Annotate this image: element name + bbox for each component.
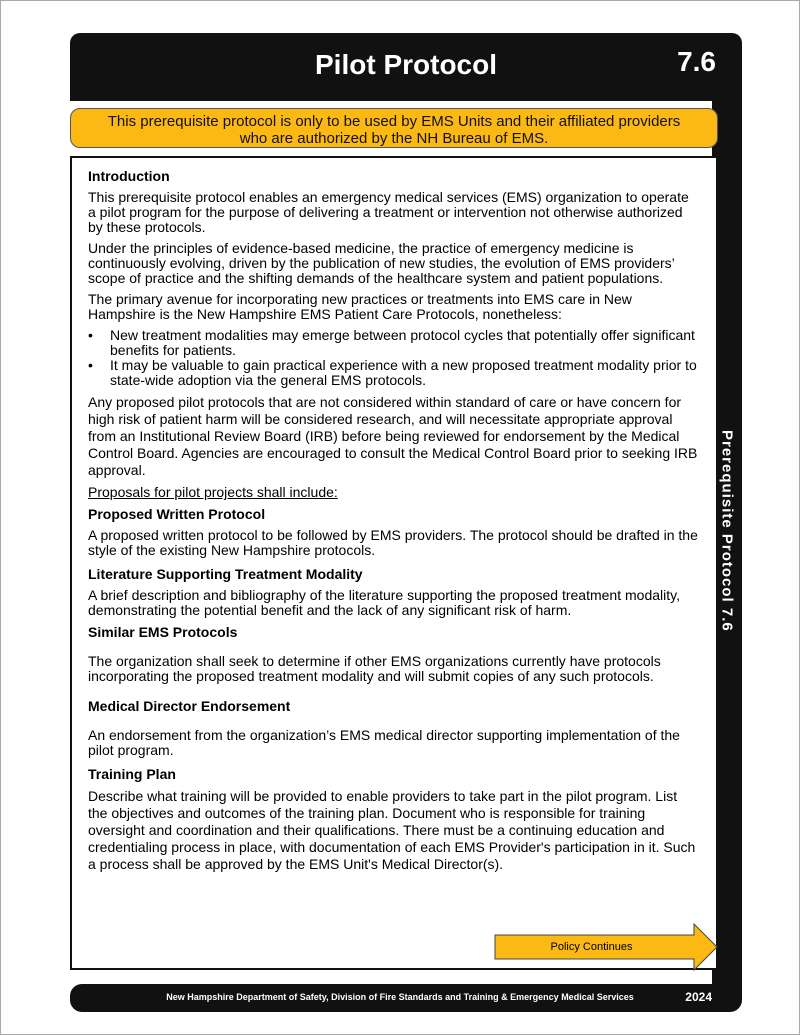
intro-paragraph-3: The primary avenue for incorporating new practices or treatments into EMS care in New Hampshire is the New Hampshire EMS Patient Care Protocols, nonetheless: xyxy=(88,291,632,322)
literature-heading: Literature Supporting Treatment Modality xyxy=(88,566,363,582)
notice-line-1: This prerequisite protocol is only to be used by EMS Units and their affiliated providers xyxy=(107,113,681,130)
training-plan-text: Describe what training will be provided to enable providers to take part in the pilot program. List the objectives and outcomes of the training plan. Document who is responsible for training oversight and coordination and their qualifications. There must be a continuing education and credentialing process in place, with documentation of each EMS Provider's participation in it. Such a process shall be approved by the EMS Unit's Medical Director(s). xyxy=(88,788,696,872)
proposals-intro: Proposals for pilot projects shall include: xyxy=(88,484,338,500)
written-protocol-text: A proposed written protocol to be followed by EMS providers. The protocol should be drafted in the style of the existing New Hampshire protocols. xyxy=(88,527,698,558)
list-item: • New treatment modalities may emerge between protocol cycles that potentially offer significant benefits for patients. xyxy=(88,328,700,358)
literature-text: A brief description and bibliography of the literature supporting the proposed treatment modality, demonstrating the potential benefit and the lack of any significant risk of harm. xyxy=(88,587,680,618)
intro-paragraph-1: This prerequisite protocol enables an emergency medical services (EMS) organization to operate a pilot program for the purpose of delivering a treatment or intervention not otherwise authorized by these protocols. xyxy=(88,189,689,235)
intro-paragraph-4: Any proposed pilot protocols that are not considered within standard of care or have concern for high risk of patient harm will be considered research, and will necessitate appropriate approval from an Institutional Review Board (IRB) before being reviewed for endorsement by the Medical Control Board. Agencies are encouraged to consult the Medical Control Board prior to seeking IRB approval. xyxy=(88,394,698,478)
notice-line-2: who are authorized by the NH Bureau of EMS. xyxy=(239,130,549,147)
similar-protocols-heading: Similar EMS Protocols xyxy=(88,624,238,640)
content-box xyxy=(70,156,718,970)
footer-organization: New Hampshire Department of Safety, Division of Fire Standards and Training & Emergency Medical Services xyxy=(166,992,634,1002)
prerequisite-notice xyxy=(70,108,718,148)
content-body xyxy=(88,168,700,873)
training-plan-heading: Training Plan xyxy=(88,766,176,782)
intro-heading: Introduction xyxy=(88,168,170,184)
protocol-number: 7.6 xyxy=(677,46,716,77)
page-header xyxy=(70,33,742,101)
similar-protocols-text: The organization shall seek to determine if other EMS organizations currently have protocols incorporating the proposed treatment modality and will submit copies of any such protocols. xyxy=(88,653,661,684)
list-item: • It may be valuable to gain practical experience with a new proposed treatment modality prior to state-wide adoption via the general EMS protocols. xyxy=(88,358,700,388)
written-protocol-heading: Proposed Written Protocol xyxy=(88,506,266,522)
medical-director-heading: Medical Director Endorsement xyxy=(88,698,291,714)
page-footer xyxy=(70,984,742,1012)
intro-paragraph-2: Under the principles of evidence-based medicine, the practice of emergency medicine is continuously evolving, driven by the publication of new studies, the evolution of EMS providers’ scope of practice and the shifting demands of the healthcare system and patient populations. xyxy=(88,240,675,286)
medical-director-text: An endorsement from the organization’s EMS medical director supporting implementation of the pilot program. xyxy=(88,727,680,758)
policy-continues-arrow[interactable] xyxy=(494,923,718,971)
policy-continues-label: Policy Continues xyxy=(550,941,633,953)
footer-year: 2024 xyxy=(685,990,712,1004)
page-title: Pilot Protocol xyxy=(315,49,497,80)
intro-bullet-list xyxy=(88,328,700,388)
side-protocol-label: Prerequisite Protocol 7.6 xyxy=(718,430,736,632)
